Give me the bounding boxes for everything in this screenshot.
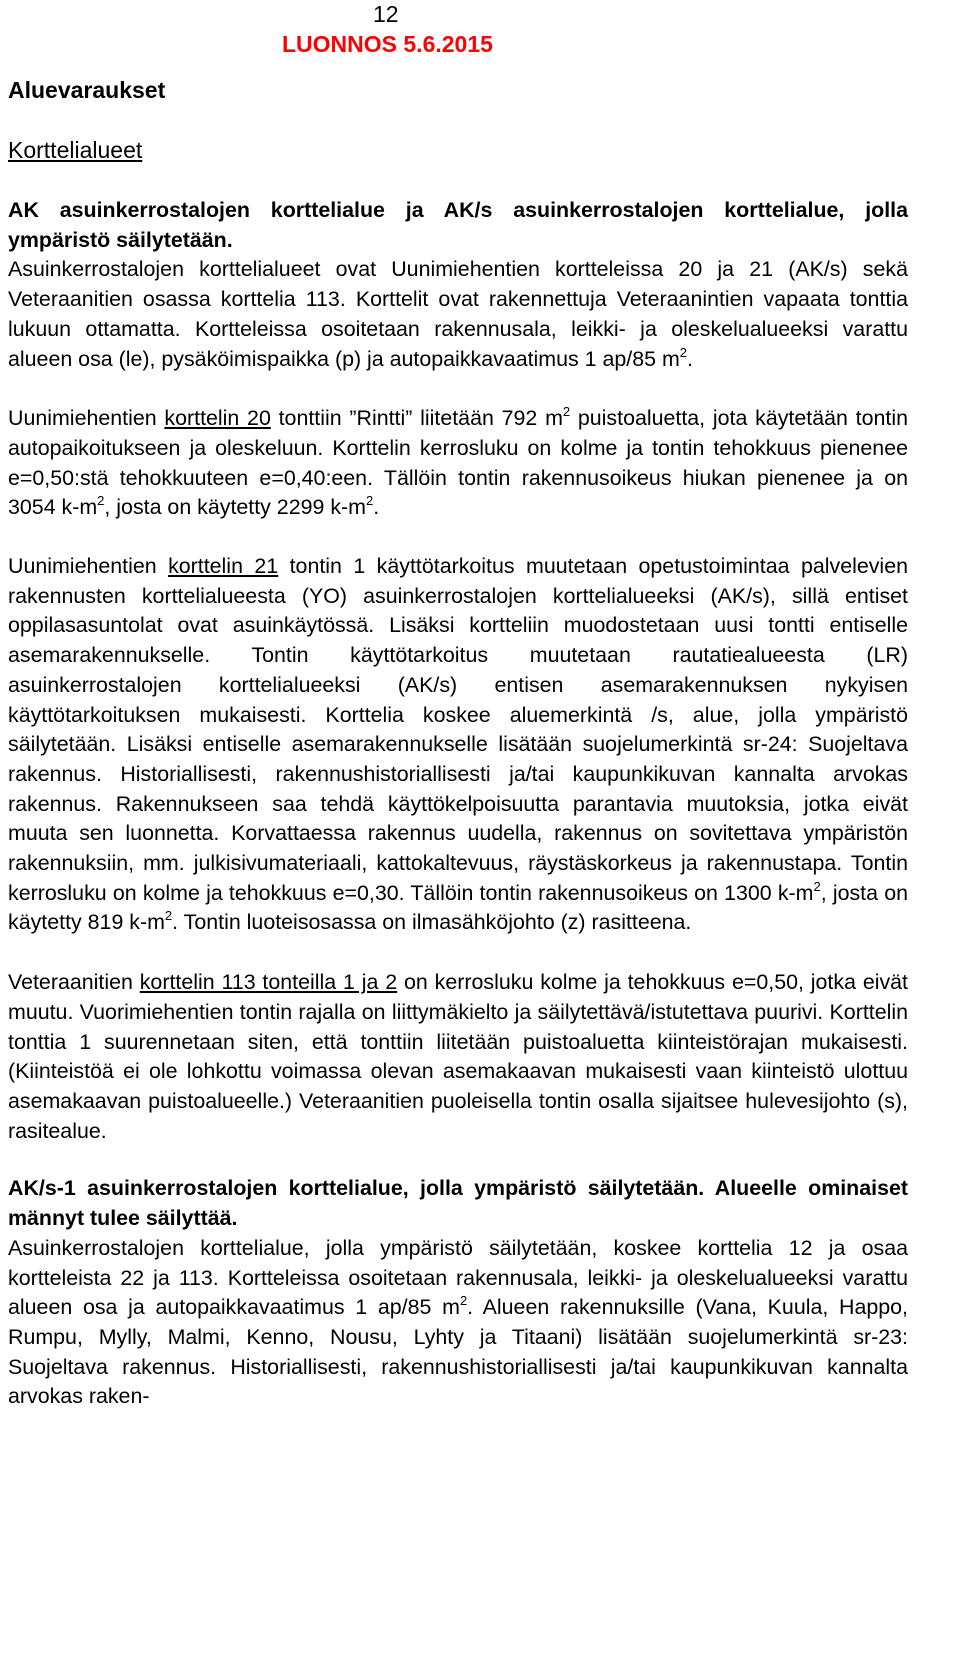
k20-text-2: tonttiin ”Rintti” liitetään 792 m: [270, 406, 563, 431]
section-heading: Aluevaraukset: [8, 77, 166, 103]
korttelin-21-link: korttelin 21: [168, 554, 279, 579]
k21-text-3: , josta on käytetty 819 k-m: [8, 880, 908, 935]
k20-text-1: Uunimiehentien: [8, 406, 165, 431]
k21-text-1: Uunimiehentien: [8, 554, 169, 579]
k20-text-3: puistoaluetta, jota käytetään tontin autopaikoitukseen ja oleskeluun. Korttelin kerrosluku on kolme ja tontin tehokkuus pienenee e=0,50:stä tehokkuuteen e=0,40:een. Tällöin tontin rakennusoikeus hiukan pienenee ja on 3054 k-m: [8, 406, 908, 520]
k113-text-2: on kerrosluku kolme ja tehokkuus e=0,50, jotka eivät muutu. Vuorimiehentien tontin rajalla on liittymäkielto ja säilytettävä/istutettava puurivi. Korttelin tonttia 1 suurennetaan siten, että tonttiin liitetään puistoaluetta kiinteistörajan mukaisesti. (Kiinteistöä ei ole lohkottu voimassa olevan asemakaavan mukaisesti vaan kiinteistö ulottuu asemakaavan puistoalueelle.) Veteraanitien puoleisella tontin osalla sijaitsee hulevesijohto (s), rasitealue.: [8, 970, 908, 1143]
aks1-sup: 2: [459, 1293, 468, 1309]
ak-title: AK asuinkerrostalojen korttelialue ja AK/s asuinkerrostalojen korttelialue, jolla ympäristö säilytetään.: [8, 198, 908, 252]
k20-text-5: .: [373, 495, 380, 520]
korttelin-113-paragraph: [8, 968, 908, 1146]
k20-text-4: , josta on käytetty 2299 k-m: [104, 495, 366, 520]
ak-text-2: .: [687, 346, 693, 371]
k21-sup-1: 2: [813, 878, 821, 894]
aks1-text-2: . Alueen rakennuksille (Vana, Kuula, Happo, Rumpu, Mylly, Malmi, Kenno, Nousu, Lyhty ja Titaani) lisätään suojelumerkintä sr-23: Suojeltava rakennus. Historiallisesti, rakennushistoriallisesti ja/tai kaupunkikuvan kannalta arvokas raken-: [8, 1295, 908, 1409]
korttelin-20-link: korttelin 20: [164, 406, 271, 431]
k20-sup-2: 2: [97, 493, 105, 509]
section-subheading: Korttelialueet: [8, 137, 143, 163]
page-number: 12: [373, 1, 399, 27]
aks1-paragraph: [8, 1234, 908, 1412]
korttelin-113-link: korttelin 113 tonteilla 1 ja 2: [139, 970, 398, 995]
k20-sup-3: 2: [365, 493, 374, 509]
k21-text-2: tontin 1 käyttötarkoitus muutetaan opetustoimintaa palvelevien rakennusten korttelialueesta (YO) asuinkerrostalojen korttelialueeksi (AK/s), sillä entiset oppilasasuntolat ovat asuinkäytössä. Lisäksi kortteliin muodostetaan uusi tontti entiselle asemarakennukselle. Tontin käyttötarkoitus muutetaan rautatiealueesta (LR) asuinkerrostalojen korttelialueeksi (AK/s) entisen asemarakennuksen nykyisen käyttötarkoituksen mukaisesti. Korttelia koskee aluemerkintä /s, alue, jolla ympäristö säilytetään. Lisäksi entiselle asemarakennukselle lisätään suojelumerkintä sr-24: Suojeltava rakennus. Historiallisesti, rakennushistoriallisesti ja/tai kaupunkikuvan kannalta arvokas rakennus. Rakennukseen saa tehdä käyttökelpoisuutta parantavia muutoksia, jotka eivät muuta sen luonnetta. Korvattaessa rakennus uudella, rakennus on sovitettava ympäristön rakennuksiin, mm. julkisivumateriaali, kattokaltevuus, räystäskorkeus ja rakennustapa. Tontin kerrosluku on kolme ja tehokkuus e=0,30. Tällöin tontin rakennusoikeus on 1300 k-m: [8, 554, 908, 905]
k21-text-4: . Tontin luoteisosassa on ilmasähköjohto (z) rasitteena.: [172, 910, 692, 935]
document-body: [8, 196, 908, 1412]
ak-sup: 2: [679, 344, 688, 360]
aks1-text-1: Asuinkerrostalojen korttelialue, jolla ympäristö säilytetään, koskee korttelia 12 ja osaa kortteleista 22 ja 113. Kortteleissa osoitetaan rakennusala, leikki- ja oleskelualueeksi varattu alueen osa ja autopaikkavaatimus 1 ap/85 m: [8, 1235, 908, 1320]
k113-text-1: Veteraanitien: [8, 970, 140, 995]
korttelin-20-paragraph: [8, 404, 908, 523]
k21-sup-2: 2: [164, 908, 173, 924]
korttelin-21-paragraph: [8, 552, 908, 938]
ak-text-1: Asuinkerrostalojen korttelialueet ovat Uunimiehentien kortteleissa 20 ja 21 (AK/s) sekä Veteraanitien osassa korttelia 113. Korttelit ovat rakennettuja Veteraanintien vapaata tonttia lukuun ottamatta. Kortteleissa osoitetaan rakennusala, leikki- ja oleskelualueeksi varattu alueen osa (le), pysäköimispaikka (p) ja autopaikkavaatimus 1 ap/85 m: [8, 257, 908, 371]
aks1-title: AK/s-1 asuinkerrostalojen korttelialue, jolla ympäristö säilytetään. Alueelle ominaiset männyt tulee säilyttää.: [8, 1176, 908, 1231]
k20-sup-1: 2: [562, 404, 571, 420]
ak-paragraph: [8, 255, 908, 374]
draft-label: LUONNOS 5.6.2015: [282, 31, 493, 57]
